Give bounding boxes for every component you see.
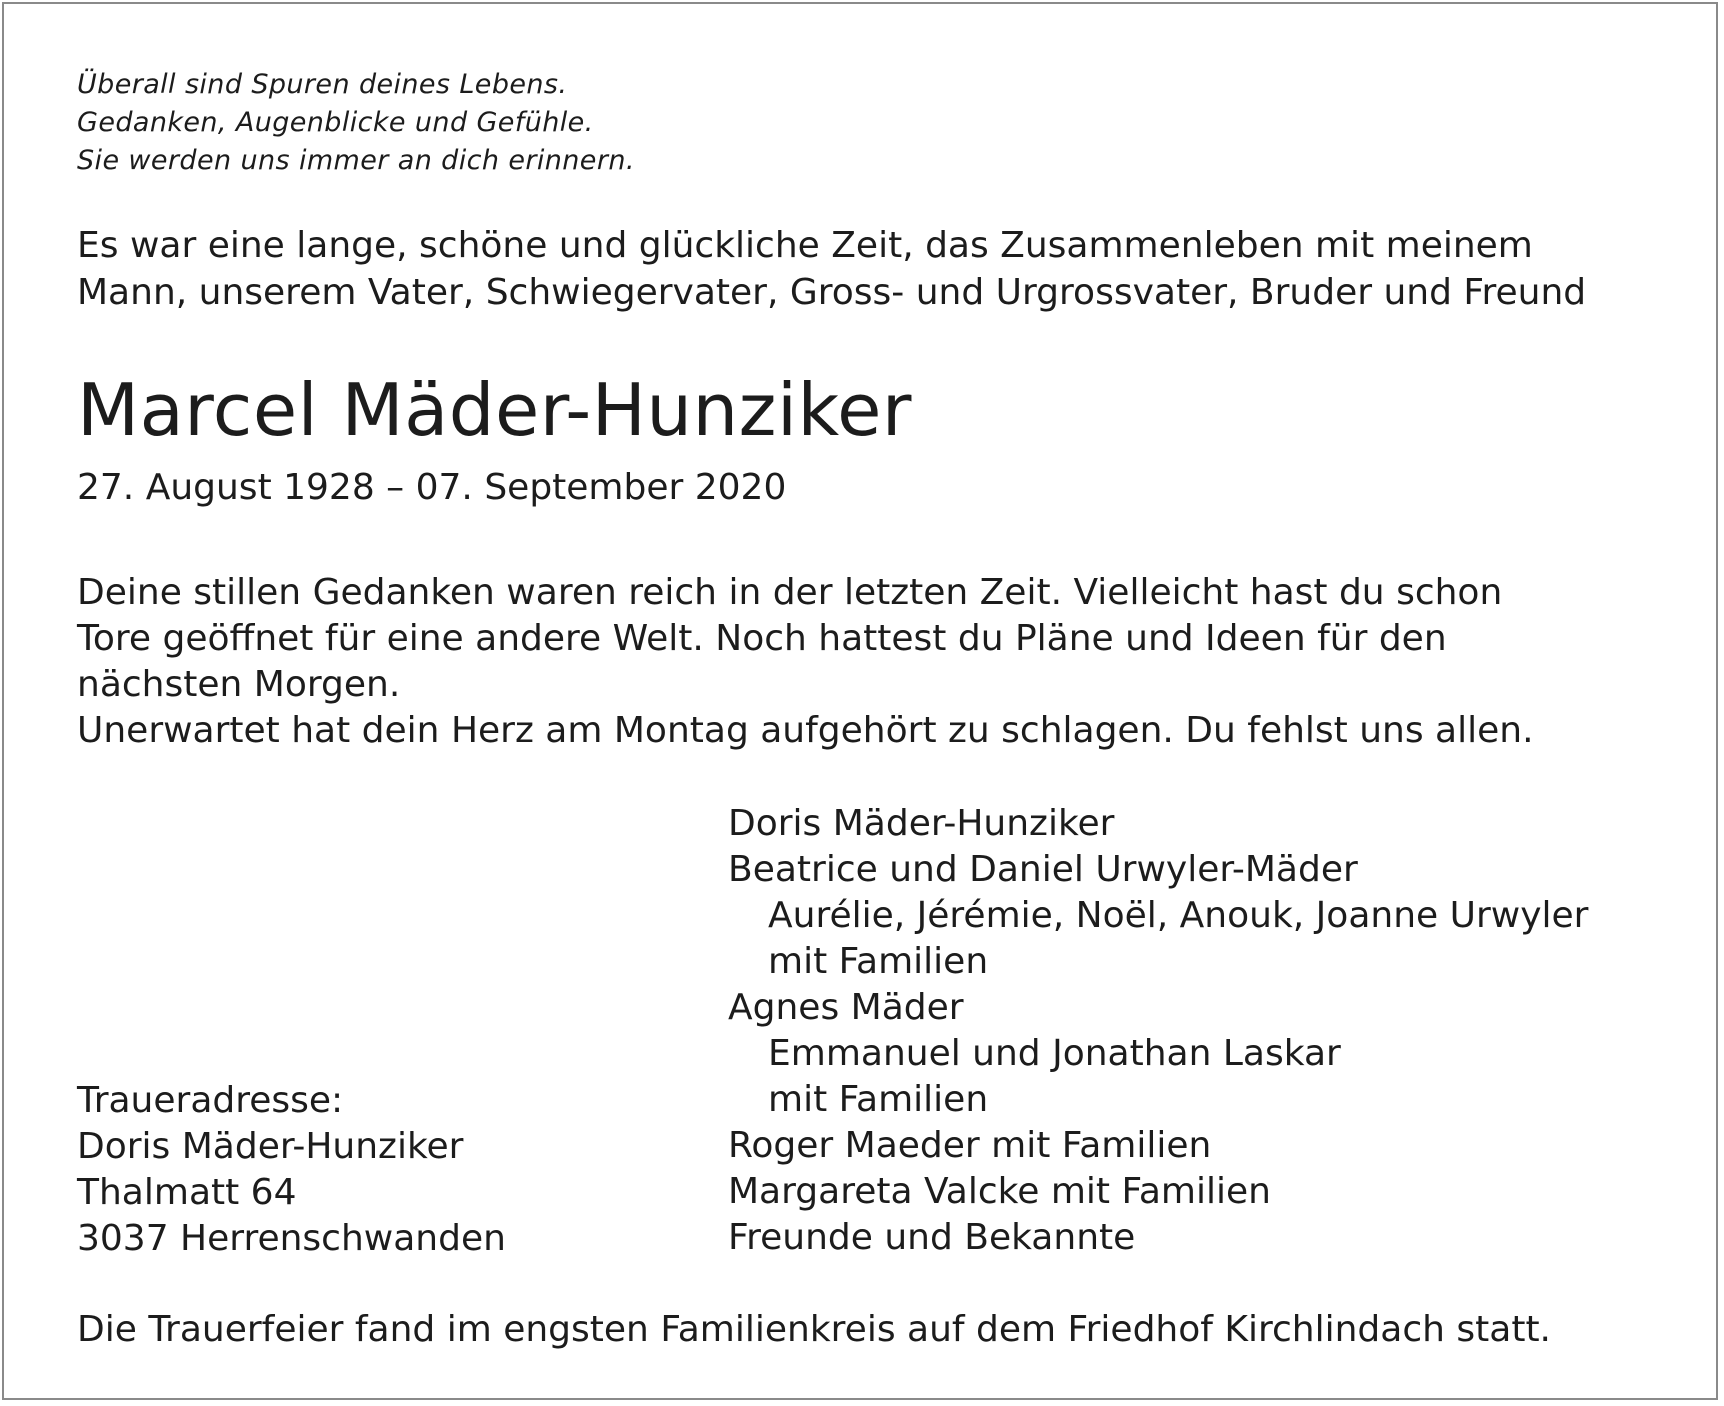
mourner-entry: mit Familien [768,941,989,982]
address-label: Traueradresse: [77,1080,344,1121]
verse-line: Sie werden uns immer an dich erinnern. [77,145,635,176]
address-name: Doris Mäder-Hunziker [77,1126,464,1167]
intro-line: Es war eine lange, schöne und glückliche Zeit, das Zusammenleben mit meinem [77,225,1533,266]
tribute-line: Tore geöffnet für eine andere Welt. Noch hattest du Pläne und Ideen für den [77,618,1447,659]
mourner-entry: Roger Maeder mit Familien [728,1125,1212,1166]
mourning-address [77,1078,506,1262]
mourner-entry: mit Familien [768,1079,989,1120]
address-city: 3037 Herrenschwanden [77,1218,506,1259]
ceremony-note: Die Trauerfeier fand im engsten Familienkreis auf dem Friedhof Kirchlindach statt. [77,1309,1551,1350]
mourner-entry: Beatrice und Daniel Urwyler-Mäder [728,849,1358,890]
intro-text [77,222,1586,316]
verse-line: Gedanken, Augenblicke und Gefühle. [77,107,594,138]
tribute-line: nächsten Morgen. [77,664,401,705]
mourner-entry: Doris Mäder-Hunziker [728,803,1115,844]
mourners-list [728,801,1588,1261]
deceased-name: Marcel Mäder-Hunziker [77,368,912,452]
life-dates: 27. August 1928 – 07. September 2020 [77,467,787,508]
memorial-verse [77,66,635,180]
mourner-entry: Freunde und Bekannte [728,1217,1136,1258]
mourner-entry: Agnes Mäder [728,987,964,1028]
address-street: Thalmatt 64 [77,1172,297,1213]
tribute-line: Unerwartet hat dein Herz am Montag aufgehört zu schlagen. Du fehlst uns allen. [77,710,1534,751]
verse-line: Überall sind Spuren deines Lebens. [77,69,568,100]
mourner-entry: Emmanuel und Jonathan Laskar [768,1033,1341,1074]
intro-line: Mann, unserem Vater, Schwiegervater, Gross- und Urgrossvater, Bruder und Freund [77,272,1587,313]
tribute-line: Deine stillen Gedanken waren reich in der letzten Zeit. Vielleicht hast du schon [77,572,1503,613]
mourner-entry: Margareta Valcke mit Familien [728,1171,1271,1212]
tribute-text [77,570,1534,754]
mourner-entry: Aurélie, Jérémie, Noël, Anouk, Joanne Urwyler [768,895,1589,936]
